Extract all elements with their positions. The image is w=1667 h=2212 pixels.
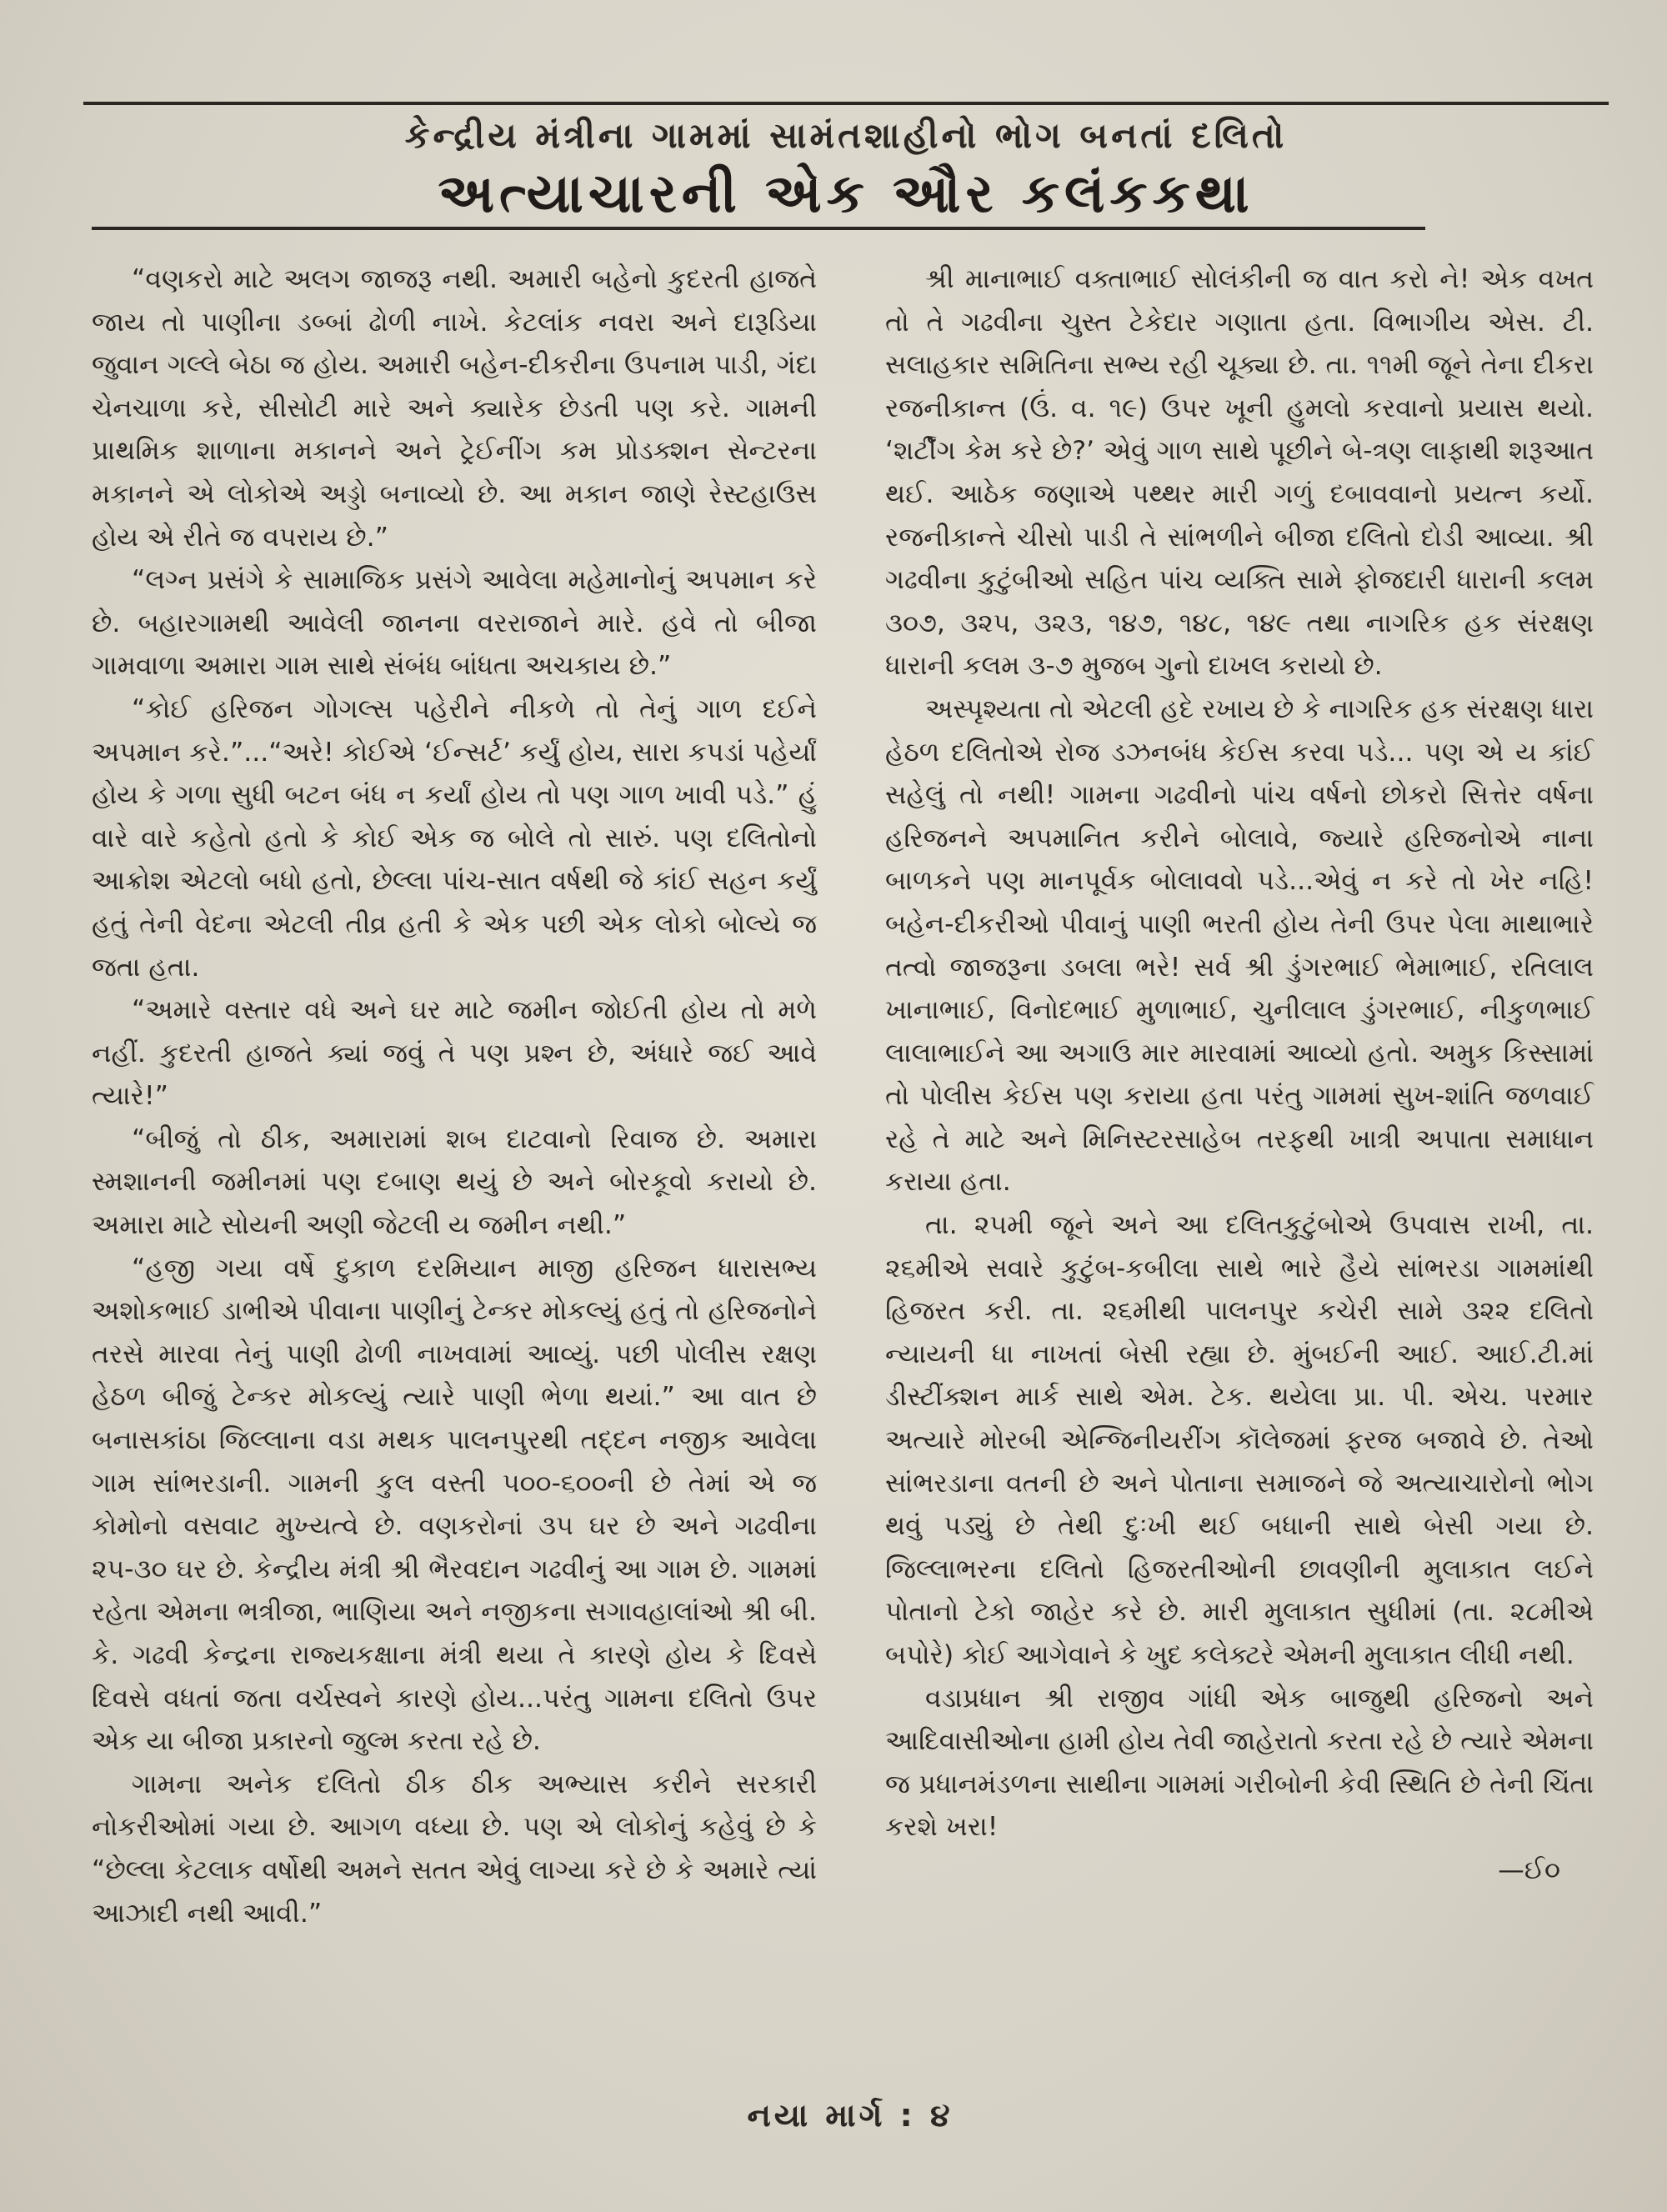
headline-rule [92,227,1425,230]
paragraph: અસ્પૃશ્યતા તો એટલી હદે રખાય છે કે નાગરિક હક સંરક્ષણ ધારા હેઠળ દલિતોએ રોજ ડઝનબંધ કેઈસ કરવા પડે... પણ એ ય કાંઈ સહેલું તો નથી! ગામના ગઢવીનો પાંચ વર્ષનો છોકરો સિત્તેર વર્ષના હરિજનને અપમાનિત કરીને બોલાવે, જ્યારે હરિજનોએ નાના બાળકને પણ માનપૂર્વક બોલાવવો પડે...એવું ન કરે તો ખેર નહિ! બહેન-દીકરીઓ પીવાનું પાણી ભરતી હોય તેની ઉપર પેલા માથાભારે તત્વો જાજરૂના ડબલા ભરે! સર્વ શ્રી ડુંગરભાઈ ભેમાભાઈ, રતિલાલ ખાનાભાઈ, વિનોદભાઈ મુળાભાઈ, ચુનીલાલ ડુંગરભાઈ, નીકુળભાઈ લાલાભાઈને આ અગાઉ માર મારવામાં આવ્યો હતો. અમુક કિસ્સામાં તો પોલીસ કેઈસ પણ કરાયા હતા પરંતુ ગામમાં સુખ-શાંતિ જળવાઈ રહે તે માટે અને મિનિસ્ટરસાહેબ તરફથી ખાત્રી અપાતા સમાધાન કરાયા હતા. [885,693,1594,1198]
paragraph: શ્રી માનાભાઈ વક્તાભાઈ સોલંકીની જ વાત કરો ને! એક વખત તો તે ગઢવીના ચુસ્ત ટેકેદાર ગણાતા હતા. વિભાગીય એસ. ટી. સલાહકાર સમિતિના સભ્ય રહી ચૂક્યા છે. તા. ૧૧મી જૂને તેના દીકરા રજનીકાન્ત (ઉં. વ. ૧૯) ઉપર ખૂની હુમલો કરવાનો પ્રયાસ થયો. ‘શર્ટીંગ કેમ કરે છે?’ એવું ગાળ સાથે પૂછીને બે-ત્રણ લાફાથી શરૂઆત થઈ. આઠેક જણાએ પથ્થર મારી ગળું દબાવવાનો પ્રયત્ન કર્યો. રજનીકાન્તે ચીસો પાડી તે સાંભળીને બીજા દલિતો દોડી આવ્યા. શ્રી ગઢવીના કુટુંબીઓ સહિત પાંચ વ્યક્તિ સામે ફોજદારી ધારાની કલમ ૩૦૭, ૩૨૫, ૩૨૩, ૧૪૭, ૧૪૮, ૧૪૯ તથા નાગરિક હક સંરક્ષણ ધારાની કલમ ૩-૭ મુજબ ગુનો દાખલ કરાયો છે. [885,264,1594,682]
right-column [885,258,1594,1893]
paragraph: “અમારે વસ્તાર વધે અને ઘર માટે જમીન જોઈતી હોય તો મળે નહીં. કુદરતી હાજતે ક્યાં જવું તે પણ પ્રશ્ન છે, અંધારે જઈ આવે ત્યારે!” [92,995,817,1112]
paragraph: “હજી ગયા વર્ષે દુકાળ દરમિયાન માજી હરિજન ધારાસભ્ય અશોકભાઈ ડાભીએ પીવાના પાણીનું ટેન્કર મોકલ્યું હતું તો હરિજનોને તરસે મારવા તેનું પાણી ઢોળી નાખવામાં આવ્યું. પછી પોલીસ રક્ષણ હેઠળ બીજું ટેન્કર મોકલ્યું ત્યારે પાણી ભેળા થયાં.” આ વાત છે બનાસકાંઠા જિલ્લાના વડા મથક પાલનપુરથી તદ્દન નજીક આવેલા ગામ સાંભરડાની. ગામની કુલ વસ્તી ૫૦૦-૬૦૦ની છે તેમાં એ જ કોમોનો વસવાટ મુખ્યત્વે છે. વણકરોનાં ૩૫ ઘર છે અને ગઢવીના ૨૫-૩૦ ઘર છે. કેન્દ્રીય મંત્રી શ્રી ભૈરવદાન ગઢવીનું આ ગામ છે. ગામમાં રહેતા એમના ભત્રીજા, ભાણિયા અને નજીકના સગાવહાલાંઓ શ્રી બી. કે. ગઢવી કેન્દ્રના રાજ્યકક્ષાના મંત્રી થયા તે કારણે હોય કે દિવસે દિવસે વધતાં જતા વર્ચસ્વને કારણે હોય...પરંતુ ગામના દલિતો ઉપર એક યા બીજા પ્રકારનો જુલ્મ કરતા રહે છે. [92,1253,817,1757]
paragraph: “બીજું તો ઠીક, અમારામાં શબ દાટવાનો રિવાજ છે. અમારા સ્મશાનની જમીનમાં પણ દબાણ થયું છે અને બોરકૂવો કરાયો છે. અમારા માટે સોયની અણી જેટલી ય જમીન નથી.” [92,1124,817,1241]
article-kicker: કેન્દ્રીય મંત્રીના ગામમાં સામંતશાહીનો ભોગ બનતાં દલિતો [404,115,1288,156]
article-headline: અત્યાચારની એક ઔર કલંકકથા [438,163,1254,225]
top-rule [83,102,1609,105]
paragraph: તા. ૨૫મી જૂને અને આ દલિતકુટુંબોએ ઉપવાસ રાખી, તા. ૨૬મીએ સવારે કુટુંબ-કબીલા સાથે ભારે હૈયે સાંભરડા ગામમાંથી હિજરત કરી. તા. ૨૬મીથી પાલનપુર કચેરી સામે ૩૨૨ દલિતો ન્યાયની ધા નાખતાં બેસી રહ્યા છે. મુંબઈની આઈ. આઈ.ટી.માં ડીસ્ટીંક્શન માર્ક સાથે એમ. ટેક. થયેલા પ્રા. પી. એચ. પરમાર અત્યારે મોરબી એન્જિનીયરીંગ કૉલેજમાં ફરજ બજાવે છે. તેઓ સાંભરડાના વતની છે અને પોતાના સમાજને જે અત્યાચારોનો ભોગ થવું પડ્યું છે તેથી દુઃખી થઈ બધાની સાથે બેસી ગયા છે. જિલ્લાભરના દલિતો હિજરતીઓની છાવણીની મુલાકાત લઈને પોતાનો ટેકો જાહેર કરે છે. મારી મુલાકાત સુધીમાં (તા. ૨૮મીએ બપોરે) કોઈ આગેવાને કે ખુદ કલેક્ટરે એમની મુલાકાત લીધી નથી. [885,1210,1594,1670]
paragraph: “વણકરો માટે અલગ જાજરૂ નથી. અમારી બહેનો કુદરતી હાજતે જાય તો પાણીના ડબ્બાં ઢોળી નાખે. કેટલાંક નવરા અને દારૂડિયા જુવાન ગલ્લે બેઠા જ હોય. અમારી બહેન-દીકરીના ઉપનામ પાડી, ગંદા ચેનચાળા કરે, સીસોટી મારે અને ક્યારેક છેડતી પણ કરે. ગામની પ્રાથમિક શાળાના મકાનને અને ટ્રેઈનીંગ કમ પ્રોડક્શન સેન્ટરના મકાનને એ લોકોએ અડ્ડો બનાવ્યો છે. આ મકાન જાણે રેસ્ટહાઉસ હોય એ રીતે જ વપરાય છે.” [92,264,817,553]
author-signature: —ઈ૦ [1498,1854,1560,1885]
paragraph: “કોઈ હરિજન ગોગલ્સ પહેરીને નીકળે તો તેનું ગાળ દઈને અપમાન કરે.”...“અરે! કોઈએ ‘ઈન્સર્ટ’ કર્યું હોય, સારા કપડાં પહેર્યાં હોય કે ગળા સુધી બટન બંધ ન કર્યાં હોય તો પણ ગાળ ખાવી પડે.” હું વારે વારે કહેતો હતો કે કોઈ એક જ બોલે તો સારું. પણ દલિતોનો આક્રોશ એટલો બધો હતો, છેલ્લા પાંચ-સાત વર્ષથી જે કાંઈ સહન કર્યું હતું તેની વેદના એટલી તીવ્ર હતી કે એક પછી એક લોકો બોલ્યે જ જતા હતા. [92,693,817,983]
paragraph: ગામના અનેક દલિતો ઠીક ઠીક અભ્યાસ કરીને સરકારી નોકરીઓમાં ગયા છે. આગળ વધ્યા છે. પણ એ લોકોનું કહેવું છે કે “છેલ્લા કેટલાક વર્ષોથી અમને સતત એવું લાગ્યા કરે છે કે અમારે ત્યાં આઝાદી નથી આવી.” [92,1769,817,1929]
paragraph: વડાપ્રધાન શ્રી રાજીવ ગાંધી એક બાજુથી હરિજનો અને આદિવાસીઓના હામી હોય તેવી જાહેરાતો કરતા રહે છે ત્યારે એમના જ પ્રધાનમંડળના સાથીના ગામમાં ગરીબોની કેવી સ્થિતિ છે તેની ચિંતા કરશે ખરા! [885,1683,1594,1843]
left-column [92,258,817,1935]
paragraph: “લગ્ન પ્રસંગે કે સામાજિક પ્રસંગે આવેલા મહેમાનોનું અપમાન કરે છે. બહારગામથી આવેલી જાનના વરરાજાને મારે. હવે તો બીજા ગામવાળા અમારા ગામ સાથે સંબંધ બાંધતા અચકાય છે.” [92,565,817,682]
page-footer: નયા માર્ગ : ૪ [747,2097,954,2134]
